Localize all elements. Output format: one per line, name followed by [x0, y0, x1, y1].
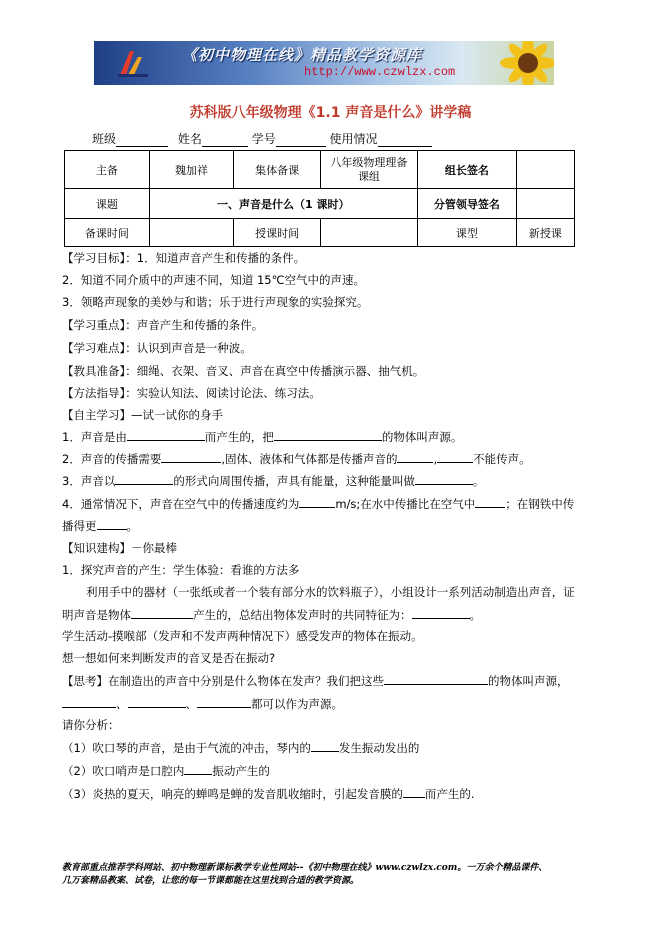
site-logo-icon	[116, 47, 150, 79]
sunflower-icon	[496, 41, 554, 85]
table-cell: 分管领导签名	[417, 189, 516, 219]
page-footer	[62, 862, 622, 888]
k3-text-c: 产生的，总结出物体发声时的共同特征为：	[193, 608, 412, 622]
k7-text-c: 都可以作为声源。	[251, 697, 343, 711]
class-blank[interactable]	[116, 134, 168, 147]
k7-blank-3[interactable]	[197, 696, 251, 708]
table-cell: 课题	[65, 189, 150, 219]
q2-blank-3[interactable]	[437, 451, 473, 463]
teaching-aids: 【教具准备】：细绳、衣架、音叉、声音在真空中传播演示器、抽气机。	[62, 364, 425, 378]
q3-blank-2[interactable]	[415, 473, 473, 485]
difficult-point: 【学习难点】：认识到声音是一种波。	[62, 341, 252, 355]
key-point: 【学习重点】：声音产生和传播的条件。	[62, 318, 264, 332]
lesson-info-table	[64, 150, 575, 247]
k10-text-a: （2）吹口哨声是口腔内	[62, 764, 185, 778]
table-cell: 一、声音是什么（1 课时）	[149, 189, 417, 219]
usage-blank[interactable]	[378, 134, 432, 147]
k7-blank-2[interactable]	[128, 696, 186, 708]
header-banner	[94, 41, 554, 85]
k6-text-b: 的物体叫声源，	[488, 674, 569, 688]
student-info-line	[92, 130, 432, 147]
table-cell: 集体备课	[234, 151, 321, 189]
banner-url: http://www.czwlzx.com	[304, 65, 456, 79]
explore-sound: 1．探究声音的产生：学生体验：看谁的方法多	[62, 563, 300, 577]
table-row	[65, 189, 575, 219]
q1-text-b: 而产生的，把	[204, 430, 274, 444]
learning-goal-1: 【学习目标】：1．知道声音产生和传播的条件。	[62, 251, 306, 265]
table-cell: 授课时间	[234, 219, 321, 247]
class-label: 班级	[92, 132, 117, 146]
k3-text-b: 明声音是物体	[62, 608, 131, 622]
table-cell: 魏加祥	[149, 151, 234, 189]
k3-blank-2[interactable]	[412, 607, 470, 619]
q4-text-e: 。	[126, 519, 138, 533]
thinking-line-1	[62, 673, 569, 688]
thinking-line-2	[62, 696, 343, 711]
k9-blank[interactable]	[311, 740, 339, 752]
q4-text-c: ；在钢铁中传	[505, 497, 575, 511]
q4-text-d: 播得更	[62, 519, 97, 533]
learning-goal-3: 3．领略声现象的美妙与和谐；乐于进行声现象的实验探究。	[62, 295, 369, 309]
question-2	[62, 451, 531, 466]
student-activity: 学生活动-摸喉部（发声和不发声两种情况下）感受发声的物体在振动。	[62, 629, 423, 643]
table-cell[interactable]	[149, 219, 234, 247]
table-cell: 新授课	[516, 219, 574, 247]
q2-blank-2[interactable]	[397, 451, 433, 463]
q2-text-d: 不能传声。	[473, 452, 531, 466]
k9-text-a: （1）吹口琴的声音，是由于气流的冲击，琴内的	[62, 741, 311, 755]
table-cell[interactable]	[516, 189, 574, 219]
footer-line-2: 几万套精品教案、试卷，让您的每一节课都能在这里找到合适的教学资源。	[62, 876, 360, 886]
q4-blank-3[interactable]	[97, 518, 127, 530]
k6-blank-1[interactable]	[384, 673, 488, 685]
number-label: 学号	[251, 132, 276, 146]
method-guide: 【方法指导】：实验认知法、阅读讨论法、练习法。	[62, 386, 321, 400]
question-4-cont	[62, 518, 138, 533]
q1-blank-2[interactable]	[274, 429, 382, 441]
q2-text-b: ,固体、液体和气体都是传播声音的	[221, 452, 398, 466]
self-study-heading: 【自主学习】—试一试你的身手	[62, 408, 223, 422]
q1-blank-1[interactable]	[127, 429, 205, 441]
q3-text-b: 的形式向周围传播，声具有能量，这种能量叫做	[173, 474, 415, 488]
k7-text-a: 、	[116, 697, 128, 711]
banner-title: 《初中物理在线》精品教学资源库	[182, 46, 423, 64]
table-cell: 八年级物理理备课组	[321, 151, 418, 189]
analysis-3	[62, 786, 474, 801]
analysis-1	[62, 740, 419, 755]
q2-text-a: 2．声音的传播需要	[62, 452, 162, 466]
table-cell: 主备	[65, 151, 150, 189]
k3-text-d: 。	[469, 608, 481, 622]
k11-text-a: （3）炎热的夏天，响亮的蝉鸣是蝉的发音肌收缩时，引起发音膜的	[62, 787, 403, 801]
q4-text-a: 4．通常情况下，声音在空气中的传播速度约为	[62, 497, 300, 511]
analysis-heading: 请你分析：	[62, 718, 120, 732]
learning-goal-2: 2．知道不同介质中的声速不同，知道 15℃空气中的声速。	[62, 273, 366, 287]
k3-blank-1[interactable]	[131, 607, 193, 619]
k10-blank[interactable]	[184, 763, 212, 775]
table-row	[65, 151, 575, 189]
k7-blank-1[interactable]	[62, 696, 116, 708]
k10-text-b: 振动产生的	[212, 764, 270, 778]
q2-text-c: ,	[433, 452, 438, 466]
q4-text-b: m/s;在水中传播比在空气中	[335, 497, 476, 511]
q3-text-c: 。	[472, 474, 485, 488]
k11-blank[interactable]	[403, 786, 425, 798]
document-title: 苏科版八年级物理《1.1 声音是什么》讲学稿	[189, 105, 472, 121]
footer-line-1: 教育部重点推荐学科网站、初中物理新课标教学专业性网站--《初中物理在线》www.czwlzx.com。一万余个精品课件、	[62, 863, 548, 873]
table-row	[65, 219, 575, 247]
k9-text-b: 发生振动发出的	[338, 741, 420, 755]
think-question: 想一想如何来判断发声的音叉是否在振动?	[62, 651, 276, 665]
q3-text-a: 3．声音以	[62, 474, 116, 488]
analysis-2	[62, 763, 270, 778]
question-3	[62, 473, 484, 488]
table-cell: 备课时间	[65, 219, 150, 247]
activity-line-1: 利用手中的器材（一张纸或者一个装有部分水的饮料瓶子），小组设计一系列活动制造出声音，证	[86, 585, 575, 599]
q3-blank-1[interactable]	[115, 473, 173, 485]
q1-text-a: 1．声音是由	[62, 430, 127, 444]
number-blank[interactable]	[276, 134, 326, 147]
q4-blank-2[interactable]	[475, 496, 505, 508]
activity-line-2	[62, 607, 481, 622]
knowledge-heading: 【知识建构】－你最棒	[62, 541, 177, 555]
name-label: 姓名	[177, 132, 202, 146]
q2-blank-1[interactable]	[161, 451, 221, 463]
table-cell: 课型	[417, 219, 516, 247]
q1-text-c: 的物体叫声源。	[381, 430, 463, 444]
k7-text-b: 、	[185, 697, 197, 711]
name-blank[interactable]	[202, 134, 248, 147]
question-1	[62, 429, 462, 444]
table-cell[interactable]	[321, 219, 418, 247]
usage-label: 使用情况	[329, 132, 378, 146]
q4-blank-1[interactable]	[299, 496, 335, 508]
table-cell: 组长签名	[417, 151, 516, 189]
question-4	[62, 496, 574, 511]
k11-text-b: 而产生的.	[424, 787, 475, 801]
table-cell[interactable]	[516, 151, 574, 189]
k6-text-a: 【思考】在制造出的声音中分别是什么物体在发声？我们把这些	[62, 674, 384, 688]
